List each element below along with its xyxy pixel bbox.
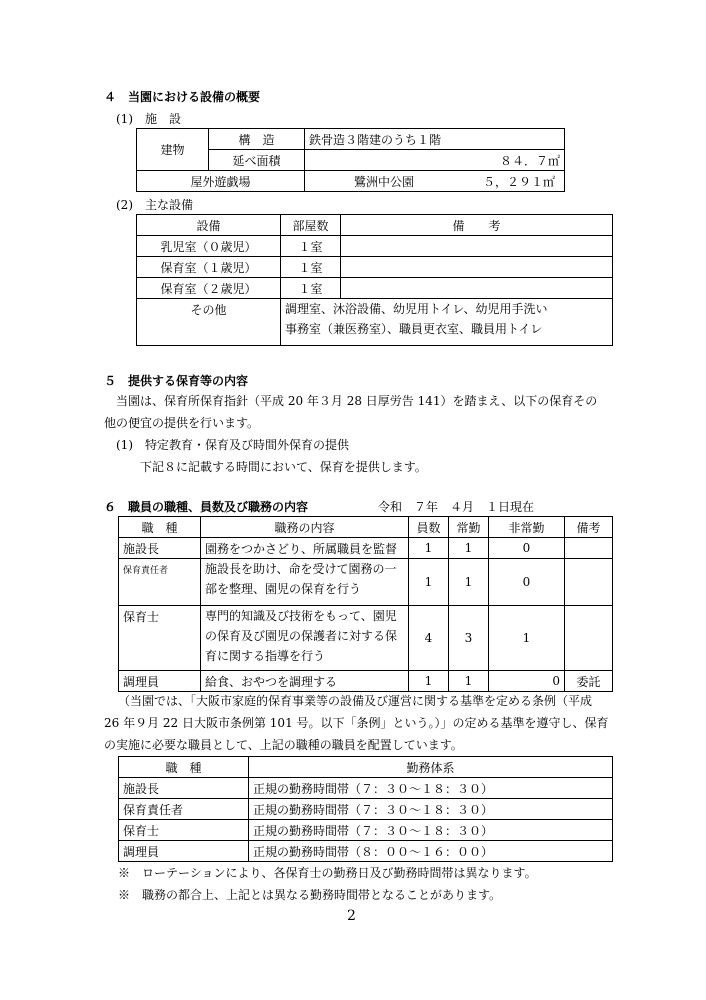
staff-header-part: 非常勤 (489, 517, 565, 538)
equip-other-line1: 調理室、沐浴設備、幼児用トイレ、幼児用手洗い (285, 302, 548, 316)
staff-role: 保育責任者 (119, 559, 201, 606)
staff-full: 1 (449, 559, 489, 606)
equip-row-notes (341, 257, 613, 278)
structure-label: 構 造 (209, 129, 305, 150)
table-row (119, 671, 613, 692)
staff-num: 1 (409, 559, 449, 606)
staff-full: 1 (449, 671, 489, 692)
equip-other-label: その他 (137, 299, 281, 346)
equipment-table (136, 214, 613, 346)
section-4-heading: ４ 当園における設備の概要 (104, 90, 261, 104)
equip-row-count: １室 (281, 257, 341, 278)
page-number: 2 (347, 908, 356, 924)
shift-header-system: 勤務体系 (249, 757, 613, 778)
area-value: ８４．７㎡ (305, 150, 565, 171)
staff-note (565, 606, 613, 671)
staff-duty: 園務をつかさどり、所属職員を監督 (201, 538, 409, 559)
section-5-para1: 当園は、保育所保育指針（平成 20 年３月 28 日厚労告 141）を踏まえ、以下の保育その (116, 394, 598, 408)
outdoor-label: 屋外遊戯場 (137, 171, 305, 192)
staff-num: 1 (409, 671, 449, 692)
equip-row-notes (341, 236, 613, 257)
table-row (119, 820, 613, 841)
equip-header-name: 設備 (137, 215, 281, 236)
staff-role: 施設長 (119, 538, 201, 559)
section-6-para2: 26 年９月 22 日大阪市条例第 101 号。以下「条例」という。）」の定める基準を遵守し、保育 (104, 716, 609, 730)
staff-num: 4 (409, 606, 449, 671)
note-1: ※ ローテーションにより、各保育士の勤務日及び勤務時間帯は異なります。 (118, 866, 537, 880)
staff-note (565, 559, 613, 606)
staff-header-note: 備考 (565, 517, 613, 538)
equip-other-line2: 事務室（兼医務室）、職員更衣室、職員用トイレ (285, 322, 543, 336)
equip-row-count: １室 (281, 278, 341, 299)
section-4-sub2: (2) 主な設備 (116, 198, 193, 212)
staff-part: 0 (489, 538, 565, 559)
section-6-para3: の実施に必要な職員として、上記の職種の職員を配置しています。 (104, 738, 463, 752)
staff-header-full: 常勤 (449, 517, 489, 538)
outdoor-name: 鷺洲中公園 (353, 174, 414, 189)
shift-table (118, 756, 613, 862)
shift-role: 保育士 (119, 820, 249, 841)
section-5-sub1-text: 下記８に記載する時間において、保育を提供します。 (140, 460, 427, 474)
table-row (119, 778, 613, 799)
staff-full: 3 (449, 606, 489, 671)
section-6-para1: （当園では、「大阪市家庭的保育事業等の設備及び運営に関する基準を定める条例（平成 (118, 694, 593, 708)
facility-table (136, 128, 565, 192)
staff-duty: 施設長を助け、命を受けて園務の一部を整理、園児の保育を行う (201, 559, 409, 606)
structure-value: 鉄骨造３階建のうち１階 (305, 129, 565, 150)
shift-hours: 正規の勤務時間帯（７：３０～１８：３０） (249, 799, 613, 820)
area-label: 延べ面積 (209, 150, 305, 171)
staff-part: 0 (489, 671, 565, 692)
staff-part: 1 (489, 606, 565, 671)
section-6-heading: ６ 職員の職種、員数及び職務の内容 (104, 500, 309, 514)
staff-table (118, 516, 613, 692)
staff-header-role: 職 種 (119, 517, 201, 538)
staff-duty: 専門的知識及び技術をもって、園児の保育及び園児の保護者に対する保育に関する指導を行う (201, 606, 409, 671)
shift-hours: 正規の勤務時間帯（８：００～１６：００） (249, 841, 613, 862)
table-row (119, 606, 613, 671)
shift-role: 施設長 (119, 778, 249, 799)
shift-hours: 正規の勤務時間帯（７：３０～１８：３０） (249, 820, 613, 841)
table-row (119, 799, 613, 820)
section-4-sub1: (1) 施 設 (116, 112, 181, 126)
equip-row-name: 保育室（１歳児） (137, 257, 281, 278)
staff-role: 調理員 (119, 671, 201, 692)
equip-other-notes (281, 299, 613, 346)
shift-header-role: 職 種 (119, 757, 249, 778)
table-row (119, 841, 613, 862)
staff-header-duty: 職務の内容 (201, 517, 409, 538)
table-row (119, 559, 613, 606)
staff-part: 0 (489, 559, 565, 606)
section-5-sub1: (1) 特定教育・保育及び時間外保育の提供 (116, 438, 349, 452)
outdoor-value: ５，２９１㎡ (482, 174, 555, 189)
staff-header-num: 員数 (409, 517, 449, 538)
equip-header-notes: 備 考 (341, 215, 613, 236)
equip-row-notes (341, 278, 613, 299)
staff-num: 1 (409, 538, 449, 559)
shift-role: 調理員 (119, 841, 249, 862)
section-6-date: 令和 ７年 ４月 １日現在 (378, 500, 535, 514)
equip-row-name: 保育室（２歳児） (137, 278, 281, 299)
staff-role: 保育士 (119, 606, 201, 671)
equip-header-count: 部屋数 (281, 215, 341, 236)
section-5-para2: 他の便宜の提供を行います。 (104, 416, 260, 430)
staff-duty: 給食、おやつを調理する (201, 671, 409, 692)
staff-note (565, 538, 613, 559)
note-2: ※ 職務の都合上、上記とは異なる勤務時間帯となることがあります。 (118, 888, 502, 902)
building-label: 建物 (137, 129, 209, 171)
shift-hours: 正規の勤務時間帯（７：３０～１８：３０） (249, 778, 613, 799)
equip-row-count: １室 (281, 236, 341, 257)
table-row (119, 538, 613, 559)
section-5-heading: ５ 提供する保育等の内容 (104, 374, 249, 388)
shift-role: 保育責任者 (119, 799, 249, 820)
staff-full: 1 (449, 538, 489, 559)
equip-row-name: 乳児室（０歳児） (137, 236, 281, 257)
outdoor-value-cell (305, 171, 565, 192)
staff-note: 委託 (565, 671, 613, 692)
